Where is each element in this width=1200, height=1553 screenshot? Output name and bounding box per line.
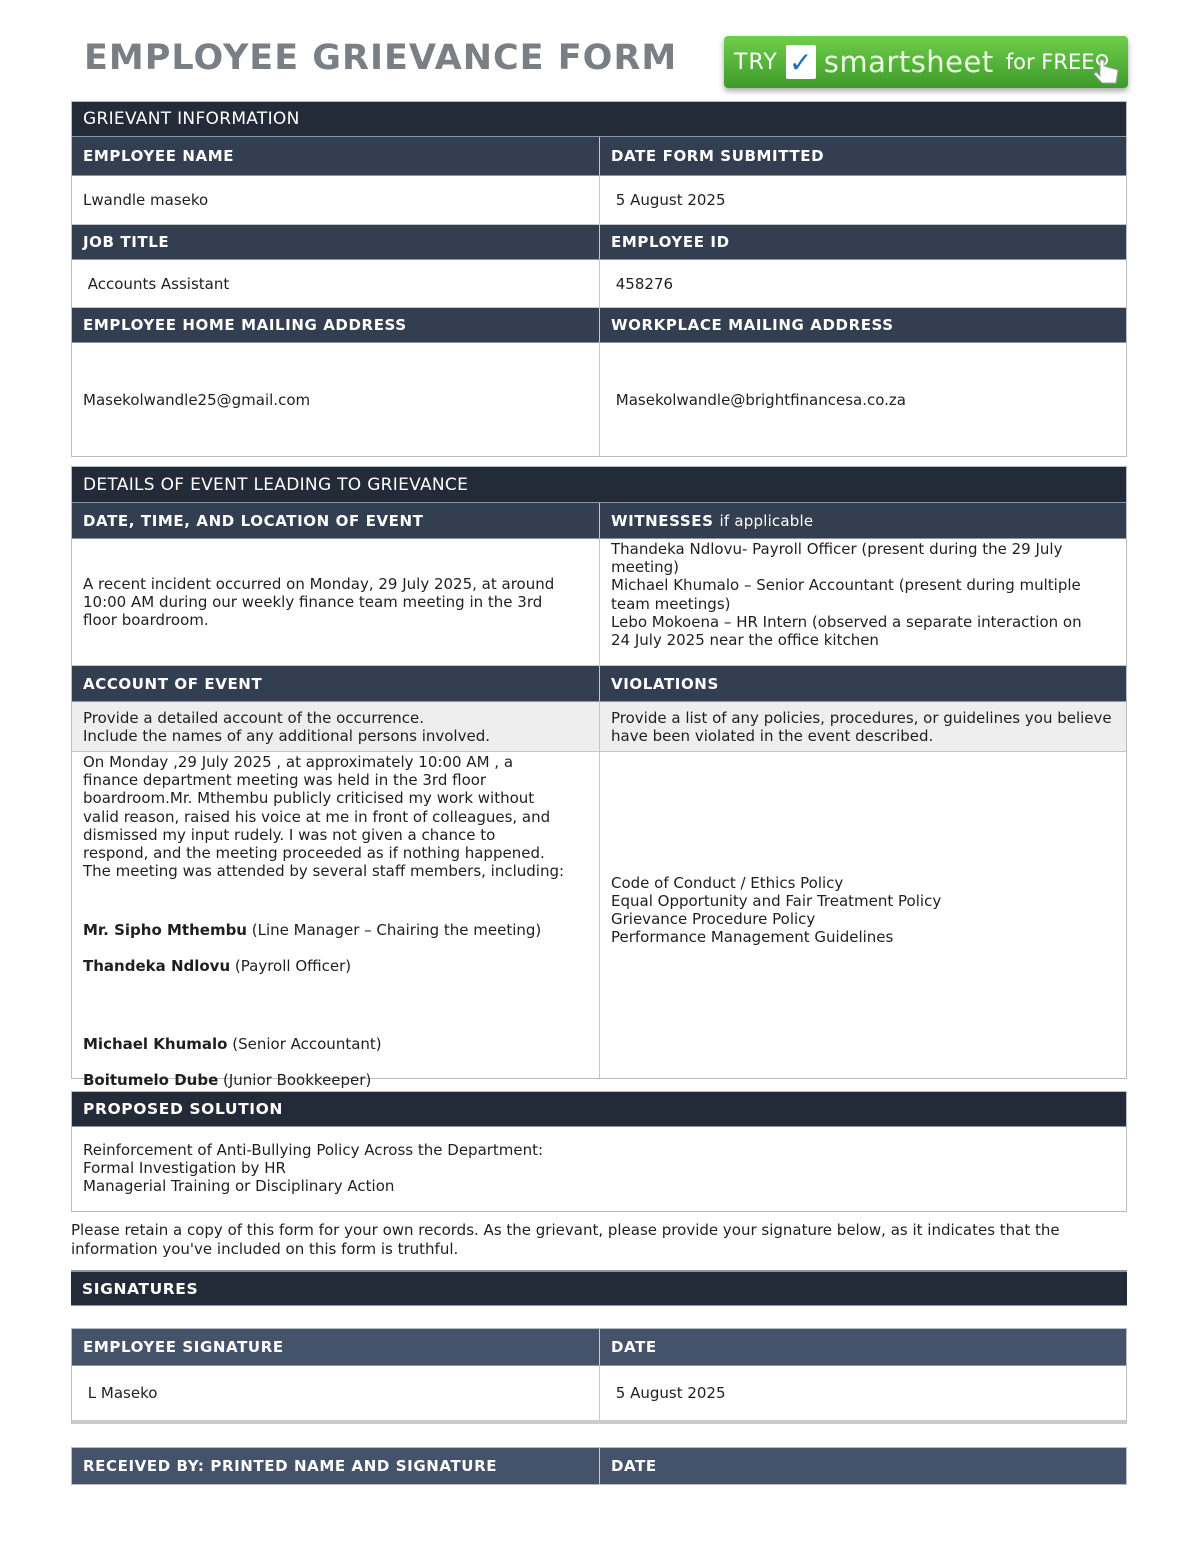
section-header-event: DETAILS OF EVENT LEADING TO GRIEVANCE [72, 467, 1126, 503]
grievant-information-table [71, 101, 1127, 457]
section-header-signatures: SIGNATURES [71, 1270, 1127, 1306]
received-by-table [71, 1447, 1127, 1485]
date-submitted-field[interactable]: 5 August 2025 [599, 176, 1126, 225]
work-address-label: WORKPLACE MAILING ADDRESS [599, 308, 1126, 343]
witnesses-text: Thandeka Ndlovu- Payroll Officer (present during the 29 July meeting) Michael Khumalo – Senior Accountant (present during multiple team meetings) Lebo Mokoena – HR Intern (observed a separate interaction on 24 July 2025 near the office kitchen [611, 540, 1082, 650]
account-hint-line-1: Provide a detailed account of the occurrence. [83, 709, 425, 727]
proposed-solution-table [71, 1091, 1127, 1212]
promo-try-text: TRY [734, 49, 778, 75]
violations-text: Code of Conduct / Ethics Policy Equal Opportunity and Fair Treatment Policy Grievance Procedure Policy Performance Management Guidelines [611, 873, 942, 947]
pointer-hand-icon [1092, 54, 1122, 84]
proposed-solution-field[interactable] [72, 1127, 1126, 1211]
violations-label: VIOLATIONS [599, 666, 1126, 702]
person-entry: Thandeka Ndlovu (Payroll Officer) [83, 957, 352, 976]
account-hint-line-2: Include the names of any additional persons involved. [83, 727, 490, 745]
account-label: ACCOUNT OF EVENT [72, 666, 599, 702]
account-hint [72, 702, 599, 752]
proposed-solution-text: Reinforcement of Anti-Bullying Policy Across the Department: Formal Investigation by HR Managerial Training or Disciplinary Action [83, 1141, 544, 1196]
witnesses-field[interactable] [599, 539, 1126, 665]
employee-name-field[interactable]: Lwandle maseko [72, 176, 599, 225]
violations-field[interactable] [599, 752, 1126, 1078]
signatures-header-table [71, 1270, 1127, 1306]
employee-id-field[interactable]: 458276 [599, 260, 1126, 308]
employee-name-label: EMPLOYEE NAME [72, 137, 599, 176]
witnesses-label [599, 503, 1126, 539]
job-title-field[interactable]: Accounts Assistant [72, 260, 599, 308]
employee-signature-field[interactable]: L Maseko [72, 1366, 599, 1420]
witnesses-note: if applicable [719, 511, 814, 530]
event-when-field[interactable] [72, 539, 599, 665]
job-title-label: JOB TITLE [72, 225, 599, 260]
signature-date-field[interactable]: 5 August 2025 [599, 1366, 1126, 1420]
retain-copy-notice: Please retain a copy of this form for your own records. As the grievant, please provide your signature below, as it indicates that the information you've included on this form is truthful. [71, 1221, 1060, 1258]
account-text: On Monday ,29 July 2025 , at approximately 10:00 AM , a finance department meeting was held in the 3rd floor boardroom.Mr. Mthembu publicly criticised my work without valid reason, raised his voice at me in front of colleagues, and dismissed my input rudely. I was not given a chance to respond, and the meeting proceeded as if nothing happened. The meeting was attended by several staff members, including: [83, 753, 565, 881]
home-address-label: EMPLOYEE HOME MAILING ADDRESS [72, 308, 599, 343]
try-smartsheet-button[interactable] [724, 36, 1128, 88]
employee-id-label: EMPLOYEE ID [599, 225, 1126, 260]
people-group-1 [72, 888, 599, 993]
date-submitted-label: DATE FORM SUBMITTED [599, 137, 1126, 176]
event-details-table [71, 466, 1127, 1090]
received-date-label: DATE [599, 1448, 1126, 1484]
witnesses-label-text: WITNESSES [611, 511, 714, 530]
account-field[interactable] [72, 752, 599, 1090]
checkmark-icon: ✓ [786, 45, 816, 79]
person-entry: Michael Khumalo (Senior Accountant) [83, 1034, 382, 1053]
signature-date-label: DATE [599, 1329, 1126, 1366]
event-when-label: DATE, TIME, AND LOCATION OF EVENT [72, 503, 599, 539]
person-entry: Mr. Sipho Mthembu (Line Manager – Chairing the meeting) [83, 920, 542, 939]
employee-signature-table [71, 1328, 1127, 1424]
form-title: EMPLOYEE GRIEVANCE FORM [84, 38, 678, 78]
event-when-text: A recent incident occurred on Monday, 29 July 2025, at around 10:00 AM during our weekly finance team meeting in the 3rd floor boardroom. [83, 574, 555, 630]
employee-signature-label: EMPLOYEE SIGNATURE [72, 1329, 599, 1366]
section-header-grievant: GRIEVANT INFORMATION [72, 102, 1126, 137]
violations-hint: Provide a list of any policies, procedures, or guidelines you believe have been violated in the event described. [599, 702, 1126, 752]
work-address-field[interactable]: Masekolwandle@brightfinancesa.co.za [599, 343, 1126, 456]
promo-free-text: for FREE [1005, 50, 1095, 74]
home-address-field[interactable]: Masekolwandle25@gmail.com [72, 343, 599, 456]
person-entry: Boitumelo Dube (Junior Bookkeeper) [83, 1071, 372, 1090]
promo-brand-text: smartsheet [823, 45, 994, 79]
section-header-solution: PROPOSED SOLUTION [72, 1092, 1126, 1127]
received-by-label: RECEIVED BY: PRINTED NAME AND SIGNATURE [72, 1448, 599, 1484]
